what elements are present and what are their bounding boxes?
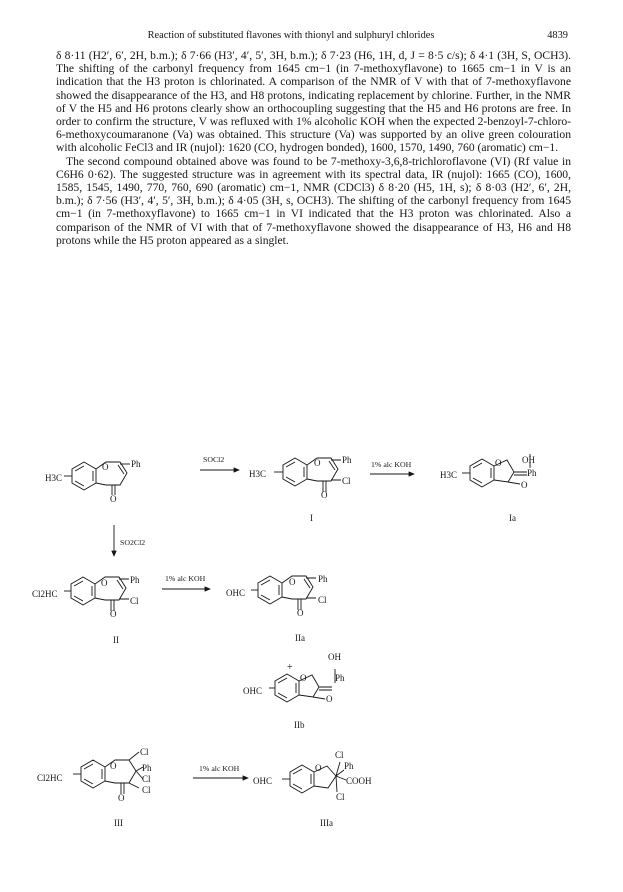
label-ring-o-ii: O bbox=[101, 578, 108, 588]
label-carbonyl-ii: O bbox=[110, 609, 117, 619]
label-ring-o-start: O bbox=[102, 462, 109, 472]
label-cl-ii: Cl bbox=[130, 596, 139, 606]
label-compound-i: I bbox=[310, 513, 313, 523]
label-carbonyl-start: O bbox=[110, 494, 117, 504]
label-ph-iiia: Ph bbox=[344, 761, 354, 771]
label-cho-iiia: OHC bbox=[253, 776, 273, 786]
structure-compound-iiia bbox=[282, 762, 346, 793]
structure-compound-iia bbox=[251, 576, 316, 610]
label-ring-o-iia: O bbox=[289, 577, 296, 587]
label-cho-iib: OHC bbox=[243, 686, 263, 696]
label-o-iib: O bbox=[326, 694, 333, 704]
label-ph-ii: Ph bbox=[130, 575, 140, 585]
label-ph-i: Ph bbox=[342, 455, 352, 465]
label-chcl2-ii: Cl2HC bbox=[32, 589, 58, 599]
label-ring-o-iiia: O bbox=[315, 763, 322, 773]
label-cl-iii-1: Cl bbox=[140, 747, 149, 757]
structure-compound-iii bbox=[73, 752, 143, 794]
label-cl-iii-3: Cl bbox=[142, 785, 151, 795]
label-o-ia: O bbox=[521, 480, 528, 490]
page-number: 4839 bbox=[547, 30, 568, 41]
label-ph-ia: Ph bbox=[527, 468, 537, 478]
label-cl-i: Cl bbox=[342, 476, 351, 486]
label-ph-iib: Ph bbox=[335, 673, 345, 683]
label-ph-iia: Ph bbox=[318, 574, 328, 584]
label-chcl2-iii: Cl2HC bbox=[37, 773, 63, 783]
paragraph-nmr-v: δ 8·11 (H2′, 6′, 2H, b.m.); δ 7·66 (H3′, 4′, 5′, 3H, b.m.); δ 7·23 (H6, 1H, d, J = 8·5 c/s); δ 4·1 (3H, S, OCH3). The shifting of the carbonyl frequency from 1645 cm−1 (in 7-methoxyflavone) to 1665 cm−1 in V is an indication that the H3 proton is chlorinated. A comparison of the NMR of V with that of 7-methoxyflavone showed the disappearance of the H3, and H8 protons, indicating replacement by chlorine. Further, in the NMR of V the H5 and H6 protons clearly show an orthocoupling suggesting that the H5 and H6 protons are free. In order to confirm the structure, V was refluxed with 1% alcoholic KOH when the expected 2-benzoyl-7-chloro-6-methoxycoumaranone (Va) was obtained. This structure (Va) was supported by an olive green colouration with alcoholic FeCl3 and IR (nujol): 1620 (CO, hydrogen bonded), 1600, 1570, 1490, 760 (aromatic) cm−1. bbox=[56, 49, 571, 155]
label-ring-o-i: O bbox=[314, 458, 321, 468]
label-ring-o-iib: O bbox=[300, 673, 307, 683]
label-cl-iiia-1: Cl bbox=[335, 750, 344, 760]
paragraph-compound-vi: The second compound obtained above was found to be 7-methoxy-3,6,8-trichloroflavone (VI) (Rf value in C6H6 0·62). The suggested structure was in agreement with its spectral data, IR (nujol): 1665 (CO), 1600, 1585, 1545, 1490, 770, 760, 690 (aromatic) cm−1, NMR (CDCl3) δ 8·20 (H5, 1H, s); δ 8·03 (H2′, 6′, 2H, b.m.); δ 7·56 (H3′, 4′, 5′, 3H, b.m.); δ 4·05 (3H, s, OCH3). The shifting of the carbonyl frequency from 1645 cm−1 (in 7-methoxyflavone) to 1665 cm−1 in VI indicated that the H3 proton was chlorinated. Also a comparison of the NMR of VI with that of 7-methoxyflavone showed the disappearance of H3, H6 and H8 protons while the H5 proton appeared as a singlet. bbox=[56, 154, 571, 247]
reagent-koh-3: 1% alc KOH bbox=[199, 764, 240, 773]
structure-compound-ii bbox=[64, 577, 129, 611]
label-me-i: H3C bbox=[249, 469, 267, 479]
running-title: Reaction of substituted flavones with thionyl and sulphuryl chlorides bbox=[147, 30, 435, 41]
reagent-so2cl2: SO2Cl2 bbox=[120, 538, 146, 547]
label-cl-iiia-2: Cl bbox=[336, 792, 345, 802]
label-compound-iib: IIb bbox=[294, 720, 305, 730]
label-cho-iia: OHC bbox=[226, 588, 246, 598]
label-cl-iia: Cl bbox=[318, 595, 327, 605]
label-ph-iii: Ph bbox=[142, 763, 152, 773]
label-oh-iib: OH bbox=[328, 652, 341, 662]
structure-start-flavone bbox=[64, 462, 130, 495]
label-compound-iia: IIa bbox=[295, 633, 305, 643]
label-oh-ia: OH bbox=[522, 455, 535, 465]
label-compound-ia: Ia bbox=[509, 513, 516, 523]
label-carbonyl-iii: O bbox=[118, 793, 125, 803]
label-me-ia: H3C bbox=[440, 470, 458, 480]
reagent-koh-2: 1% alc KOH bbox=[165, 574, 206, 583]
label-carbonyl-iia: O bbox=[297, 608, 304, 618]
label-compound-ii: II bbox=[113, 635, 119, 645]
label-plus: + bbox=[287, 662, 293, 673]
label-ph-start: Ph bbox=[131, 459, 141, 469]
label-cl-iii-2: Cl bbox=[142, 774, 151, 784]
label-compound-iii: III bbox=[114, 818, 123, 828]
label-cooh-iiia: COOH bbox=[346, 776, 372, 786]
reagent-koh-1: 1% alc KOH bbox=[371, 460, 412, 469]
label-carbonyl-i: O bbox=[321, 490, 328, 500]
label-me-start: H3C bbox=[45, 473, 63, 483]
reagent-socl2: SOCl2 bbox=[203, 455, 225, 464]
label-ring-o-iii: O bbox=[110, 761, 117, 771]
structure-compound-i bbox=[274, 458, 341, 492]
label-ring-o-ia: O bbox=[495, 458, 502, 468]
label-compound-iiia: IIIa bbox=[320, 818, 333, 828]
